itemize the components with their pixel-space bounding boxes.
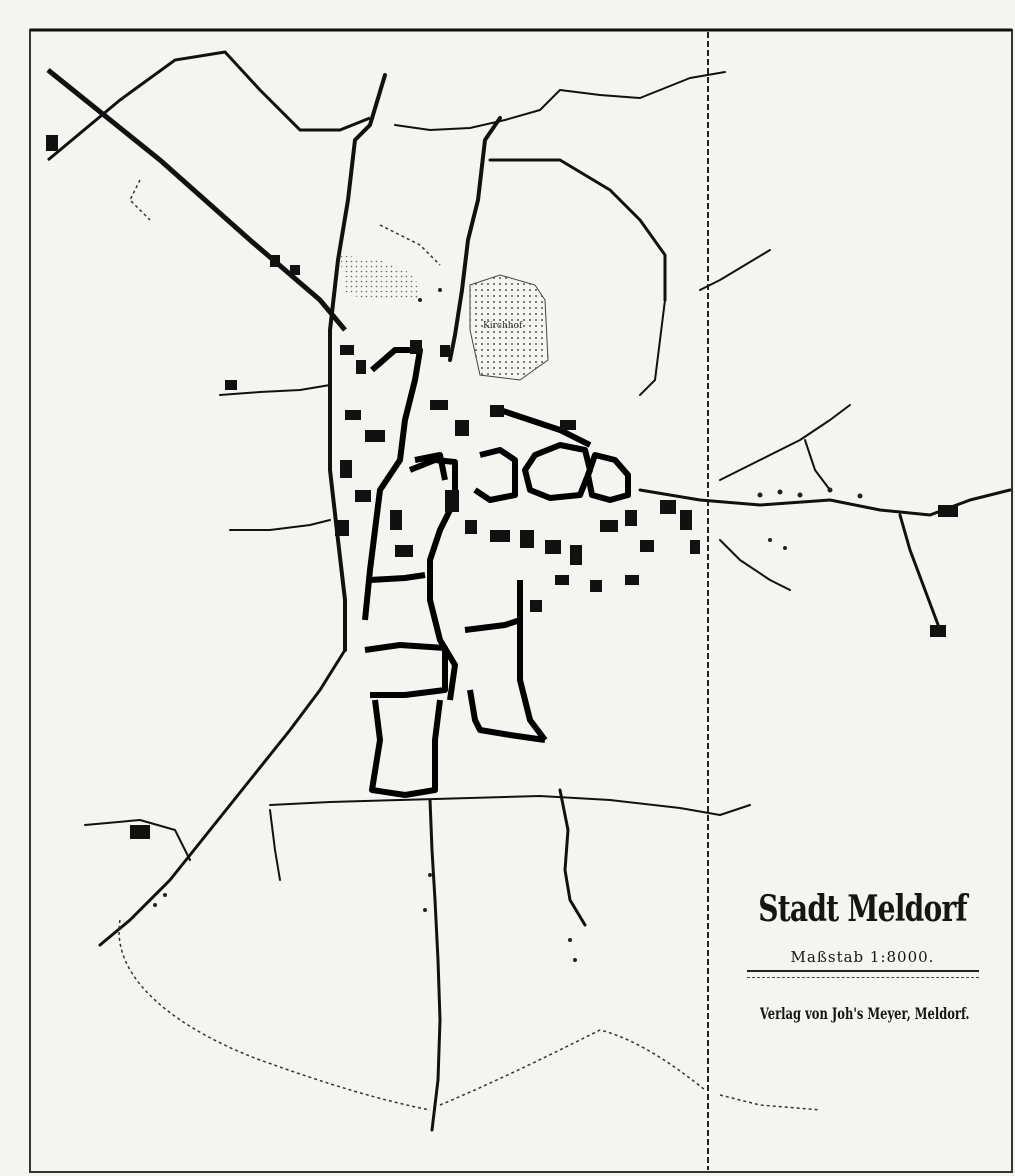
map-scale: Maßstab 1:8000.: [790, 948, 935, 966]
map-publisher: Verlag von Joh's Meyer, Meldorf.: [759, 1004, 970, 1023]
stippled-area: [340, 255, 420, 300]
kirchhof-label: Kirchhof: [483, 321, 523, 331]
railway: [48, 52, 370, 330]
map-title: Stadt Meldorf: [758, 888, 967, 930]
scale-bar: [747, 970, 979, 978]
map-title-block: [720, 888, 1005, 1023]
